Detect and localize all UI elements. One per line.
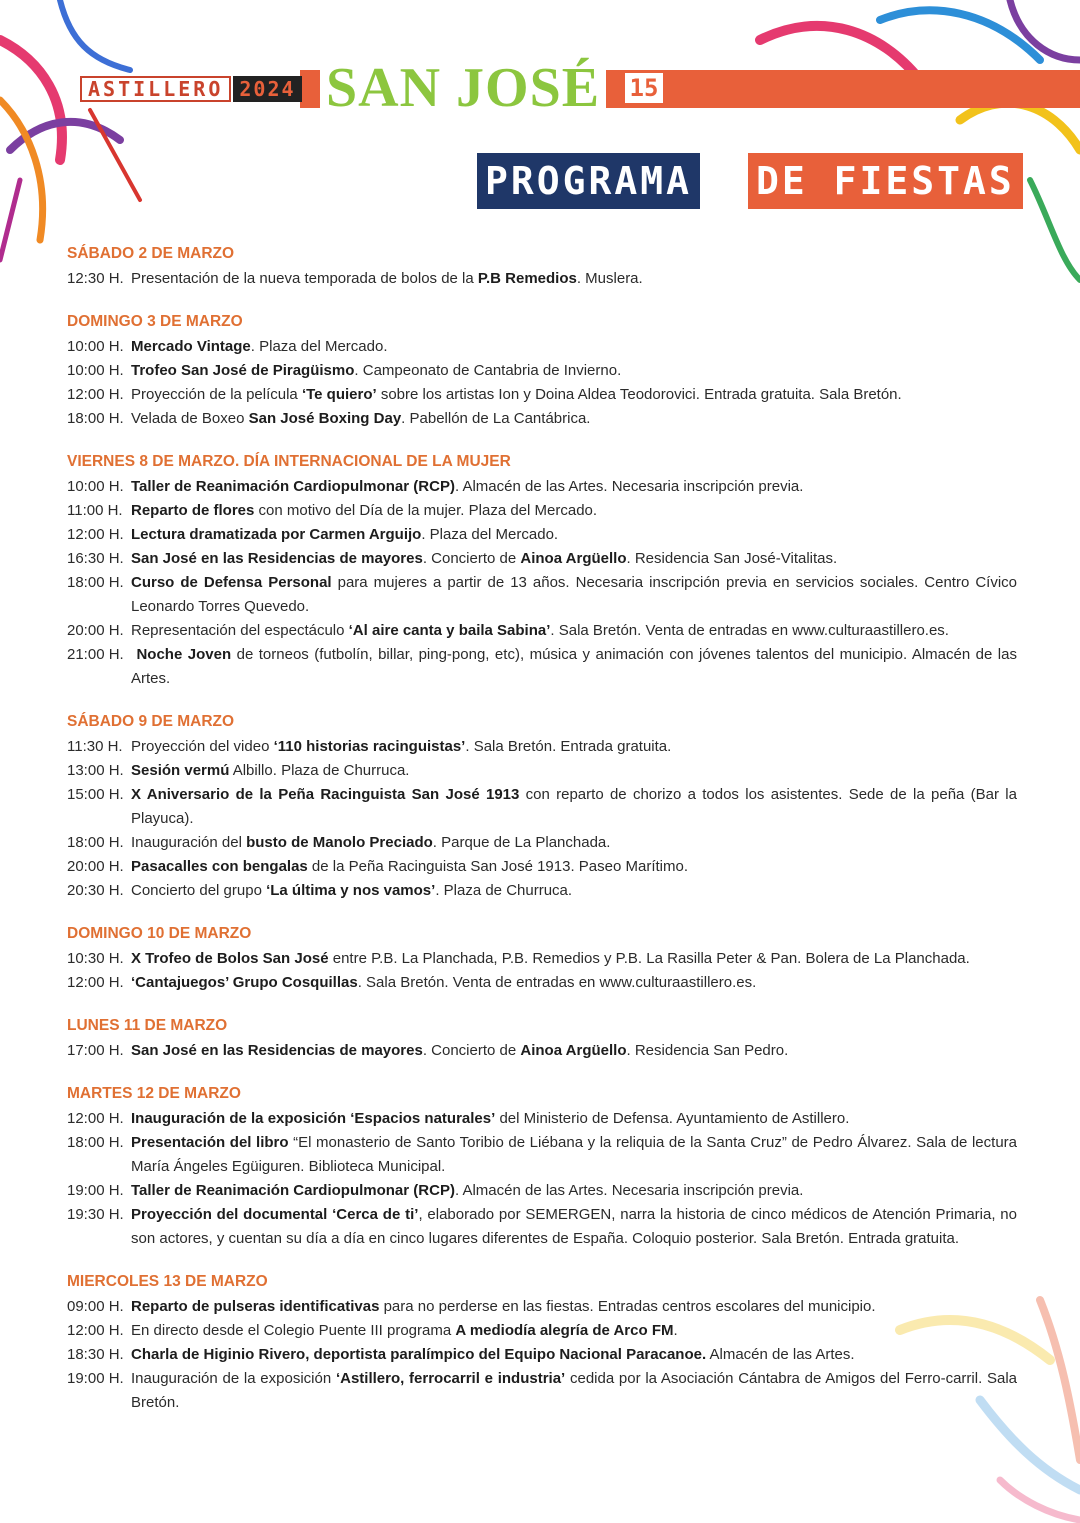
event-highlight: P.B Remedios (477, 270, 577, 287)
event-text: del Ministerio de Defensa. Ayuntamiento de Astillero. (495, 1110, 850, 1127)
day-section (67, 923, 1017, 995)
schedule (67, 243, 1017, 1435)
event-text: Inauguración del (131, 834, 247, 851)
event-text: . Plaza del Mercado. (421, 526, 559, 543)
event-highlight: Proyección del documental ‘Cerca de ti’ (131, 1206, 419, 1223)
event-text: con reparto de chorizo a todos los asistentes. Sede de la peña (Bar la Playuca). (131, 786, 1017, 827)
day-section (67, 311, 1017, 431)
event-text: . (673, 1322, 678, 1339)
day-section (67, 1083, 1017, 1251)
event-item (67, 499, 1017, 523)
event-time: 10:00 H. (67, 478, 124, 495)
event-time: 19:00 H. (67, 1182, 124, 1199)
brand-year: 2024 (233, 76, 301, 102)
event-item (67, 971, 1017, 995)
event-time: 11:00 H. (67, 502, 123, 519)
event-highlight: A mediodía alegría de Arco FM (455, 1322, 674, 1339)
event-time: 21:00 H. (67, 646, 124, 663)
event-text: . Pabellón de La Cantábrica. (401, 410, 591, 427)
event-highlight: Taller de Reanimación Cardiopulmonar (RCP) (131, 478, 455, 495)
event-time: 10:00 H. (67, 338, 124, 355)
event-highlight: ‘Cantajuegos’ Grupo Cosquillas (131, 974, 358, 991)
event-text: En directo desde el Colegio Puente III programa (131, 1322, 456, 1339)
event-item (67, 1295, 1017, 1319)
day-heading: DOMINGO 3 DE MARZO (67, 313, 243, 330)
event-text: Representación del espectáculo (131, 622, 349, 639)
day-section (67, 1015, 1017, 1063)
event-item (67, 523, 1017, 547)
event-text: Velada de Boxeo (131, 410, 249, 427)
event-time: 09:00 H. (67, 1298, 124, 1315)
event-highlight: Charla de Higinio Rivero, deportista paralímpico del Equipo Nacional Paracanoe. (131, 1346, 707, 1363)
event-item (67, 783, 1017, 831)
event-item (67, 475, 1017, 499)
event-text: Almacén de las Artes. (706, 1346, 855, 1363)
event-highlight: San José en las Residencias de mayores (131, 1042, 423, 1059)
event-highlight: Inauguración de la exposición ‘Espacios naturales’ (131, 1110, 496, 1127)
event-text: cedida por la Asociación Cántabra de Amigos del Ferro-carril. Sala Bretón. (131, 1370, 1018, 1411)
event-time: 12:00 H. (67, 1322, 124, 1339)
event-text: . Campeonato de Cantabria de Invierno. (354, 362, 622, 379)
event-time: 10:30 H. (67, 950, 124, 967)
event-text: Albillo. Plaza de Churruca. (229, 762, 410, 779)
event-time: 10:00 H. (67, 362, 124, 379)
event-time: 12:00 H. (67, 526, 124, 543)
event-item (67, 831, 1017, 855)
event-text: . Muslera. (576, 270, 643, 287)
event-text: sobre los artistas Ion y Doina Aldea Teodorovici. Entrada gratuita. Sala Bretón. (376, 386, 902, 403)
event-item (67, 407, 1017, 431)
event-item (67, 383, 1017, 407)
edition-badge: 15 (622, 70, 666, 106)
event-highlight: ‘Astillero, ferrocarril e industria’ (335, 1370, 566, 1387)
event-text: para no perderse en las fiestas. Entradas centros escolares del municipio. (379, 1298, 876, 1315)
event-highlight: Curso de Defensa Personal (131, 574, 332, 591)
event-item (67, 1367, 1017, 1415)
event-time: 12:00 H. (67, 1110, 124, 1127)
event-highlight: Mercado Vintage (131, 338, 251, 355)
event-highlight: Ainoa Argüello (520, 550, 627, 567)
event-time: 19:30 H. (67, 1206, 124, 1223)
event-highlight: busto de Manolo Preciado (246, 834, 433, 851)
event-highlight: Reparto de pulseras identificativas (131, 1298, 380, 1315)
day-heading: SÁBADO 9 DE MARZO (67, 713, 235, 730)
event-time: 11:30 H. (67, 738, 123, 755)
event-item (67, 619, 1017, 643)
event-text: de la Peña Racinguista San José 1913. Paseo Marítimo. (307, 858, 688, 875)
event-text: . Residencia San Pedro. (626, 1042, 789, 1059)
event-time: 18:00 H. (67, 410, 124, 427)
event-item (67, 1107, 1017, 1131)
event-highlight: Noche Joven (136, 646, 232, 663)
event-item (67, 1179, 1017, 1203)
event-text: Proyección del video (131, 738, 274, 755)
event-highlight: ‘Al aire canta y baila Sabina’ (348, 622, 551, 639)
event-item (67, 335, 1017, 359)
event-text: . Concierto de (422, 550, 521, 567)
event-item (67, 1343, 1017, 1367)
subtitle-programa: PROGRAMA (477, 153, 700, 209)
event-text: Concierto del grupo (131, 882, 267, 899)
event-text: . Almacén de las Artes. Necesaria inscripción previa. (454, 478, 804, 495)
event-highlight: San José en las Residencias de mayores (131, 550, 423, 567)
event-highlight: Reparto de flores (131, 502, 255, 519)
event-item (67, 571, 1017, 619)
event-time: 17:00 H. (67, 1042, 124, 1059)
event-item (67, 735, 1017, 759)
event-text: de torneos (futbolín, billar, ping-pong, etc), música y animación con jóvenes talentos del municipio. Almacén de las Artes. (131, 646, 1017, 687)
day-heading: MIERCOLES 13 DE MARZO (67, 1273, 268, 1290)
event-time: 12:30 H. (67, 270, 124, 287)
event-text: . Residencia San José-Vitalitas. (626, 550, 838, 567)
day-heading: SÁBADO 2 DE MARZO (67, 245, 235, 262)
event-text: . Sala Bretón. Venta de entradas en www.culturaastillero.es. (550, 622, 949, 639)
event-highlight: Pasacalles con bengalas (131, 858, 308, 875)
event-text: Inauguración de la exposición (131, 1370, 336, 1387)
event-time: 20:00 H. (67, 622, 124, 639)
event-item (67, 547, 1017, 571)
event-time: 12:00 H. (67, 974, 124, 991)
event-highlight: Lectura dramatizada por Carmen Arguijo (131, 526, 422, 543)
event-item (67, 1203, 1017, 1251)
event-item (67, 879, 1017, 903)
day-section (67, 451, 1017, 691)
event-item (67, 359, 1017, 383)
event-text: “El monasterio de Santo Toribio de Liébana y la reliquia de la Santa Cruz” de Pedro Álvarez. Sala de lectura María Ángeles Egüiguren. Biblioteca Municipal. (131, 1134, 1017, 1175)
event-text: . Plaza de Churruca. (435, 882, 573, 899)
event-text: Proyección de la película (131, 386, 302, 403)
event-item (67, 855, 1017, 879)
event-item (67, 1039, 1017, 1063)
day-section (67, 243, 1017, 291)
event-highlight: ‘110 historias racinguistas’ (273, 738, 466, 755)
event-time: 19:00 H. (67, 1370, 124, 1387)
event-highlight: Sesión vermú (131, 762, 230, 779)
event-text: . Plaza del Mercado. (250, 338, 388, 355)
event-item (67, 1131, 1017, 1179)
event-item (67, 643, 1017, 691)
event-highlight: X Aniversario de la Peña Racinguista San José 1913 (131, 786, 520, 803)
event-time: 18:00 H. (67, 574, 124, 591)
event-highlight: Ainoa Argüello (520, 1042, 627, 1059)
day-section (67, 1271, 1017, 1415)
brand-name: ASTILLERO (80, 76, 231, 102)
event-text: para mujeres a partir de 13 años. Necesaria inscripción previa en servicios sociales. Centro Cívico Leonardo Torres Quevedo. (131, 574, 1017, 615)
event-text: . Sala Bretón. Venta de entradas en www.culturaastillero.es. (357, 974, 757, 991)
event-highlight: Taller de Reanimación Cardiopulmonar (RCP) (131, 1182, 455, 1199)
event-time: 15:00 H. (67, 786, 124, 803)
event-time: 18:00 H. (67, 834, 124, 851)
event-time: 16:30 H. (67, 550, 124, 567)
event-time: 18:30 H. (67, 1346, 124, 1363)
page-title: SAN JOSÉ (320, 56, 606, 120)
event-highlight: ‘La última y nos vamos’ (266, 882, 436, 899)
event-text: . Parque de La Planchada. (432, 834, 611, 851)
event-time: 20:00 H. (67, 858, 124, 875)
event-item (67, 947, 1017, 971)
day-heading: DOMINGO 10 DE MARZO (67, 925, 252, 942)
event-text: . Concierto de (422, 1042, 521, 1059)
day-section (67, 711, 1017, 903)
event-time: 12:00 H. (67, 386, 124, 403)
event-text: con motivo del Día de la mujer. Plaza del Mercado. (254, 502, 598, 519)
event-highlight: Trofeo San José de Piragüismo (131, 362, 355, 379)
event-item (67, 267, 1017, 291)
event-time: 18:00 H. (67, 1134, 124, 1151)
event-text: , elaborado por SEMERGEN, narra la historia de cinco médicos de Atención Primaria, no son actores, y cuentan su día a día en cinco lugares diferentes de España. Coloquio posterior. Sala Bretón. Entrada gratuita. (131, 1206, 1017, 1247)
event-text: . Sala Bretón. Entrada gratuita. (465, 738, 672, 755)
event-highlight: X Trofeo de Bolos San José (131, 950, 329, 967)
day-heading: LUNES 11 DE MARZO (67, 1017, 228, 1034)
event-item (67, 759, 1017, 783)
event-item (67, 1319, 1017, 1343)
event-time: 20:30 H. (67, 882, 124, 899)
day-heading: MARTES 12 DE MARZO (67, 1085, 241, 1102)
event-highlight: ‘Te quiero’ (301, 386, 377, 403)
event-highlight: Presentación del libro (131, 1134, 289, 1151)
event-text: Presentación de la nueva temporada de bolos de la (131, 270, 478, 287)
brand-logo (80, 76, 302, 102)
event-text: entre P.B. La Planchada, P.B. Remedios y P.B. La Rasilla Peter & Pan. Bolera de La Planchada. (328, 950, 970, 967)
event-highlight: San José Boxing Day (248, 410, 402, 427)
day-heading: VIERNES 8 DE MARZO. DÍA INTERNACIONAL DE LA MUJER (67, 453, 511, 470)
event-text: . Almacén de las Artes. Necesaria inscripción previa. (454, 1182, 804, 1199)
subtitle-fiestas: DE FIESTAS (748, 153, 1023, 209)
event-time: 13:00 H. (67, 762, 124, 779)
